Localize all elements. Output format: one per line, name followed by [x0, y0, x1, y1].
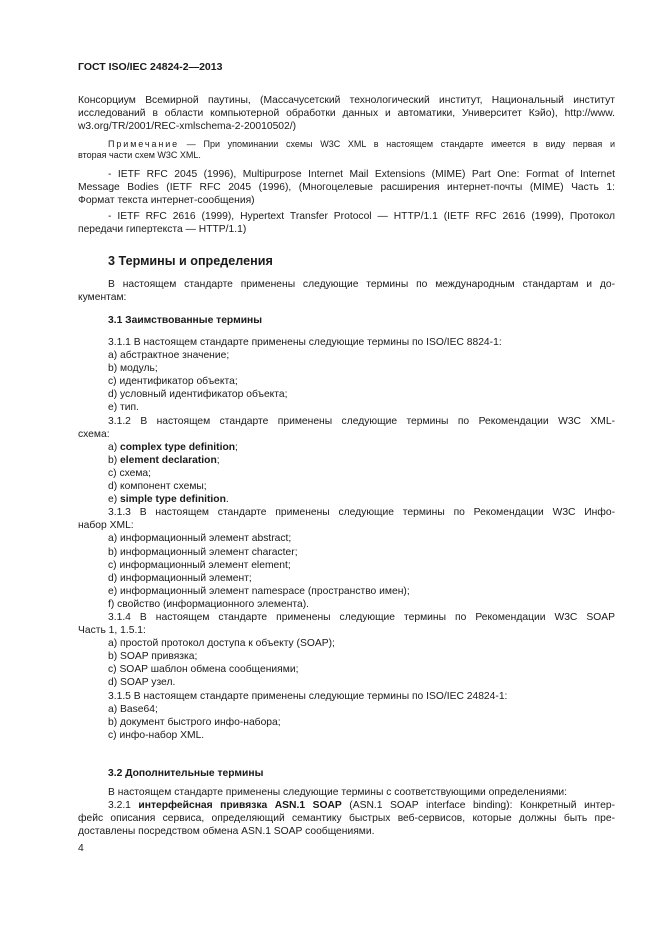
- list-item: a) Base64;: [108, 703, 158, 715]
- clause-3-1-4: 3.1.4 В настоящем стандарте применены следующие термины по Рекомендации W3C SOAP: [108, 611, 615, 623]
- note-text: вторая части схем W3C XML.: [78, 150, 201, 161]
- page-number: 4: [78, 843, 84, 854]
- text-line: схема:: [78, 428, 110, 440]
- text-line: фейс описания сервиса, определяющий семантику быстрых веб-сервисов, которые должны быть пре-: [78, 813, 615, 825]
- reference-w3c-schema: [78, 94, 615, 133]
- text-line: кументам:: [78, 292, 127, 304]
- list-item: c) идентификатор объекта;: [108, 376, 238, 388]
- list-item: e) simple type definition.: [108, 494, 229, 506]
- section-3-intro: [78, 278, 615, 304]
- list-item: c) информационный элемент element;: [108, 559, 291, 571]
- section-3-1-body: [78, 336, 615, 742]
- reference-mime: [78, 168, 615, 207]
- list-item: b) SOAP привязка;: [108, 651, 198, 663]
- text-line: исследований в области компьютерной обработки данных и автоматики, Университет Кэйо), http://www.: [78, 108, 615, 120]
- text-line: - IETF RFC 2616 (1999), Hypertext Transfer Protocol — HTTP/1.1 (IETF RFC 2616 (1999), Протокол: [108, 211, 615, 222]
- clause-3-2-1: 3.2.1 интерфейсная привязка ASN.1 SOAP (ASN.1 SOAP interface binding): Конкретный интер-: [108, 800, 615, 812]
- list-item: b) информационный элемент character;: [108, 546, 298, 558]
- list-item: a) информационный элемент abstract;: [108, 533, 292, 545]
- text-line: Часть 1, 1.5.1:: [78, 625, 146, 637]
- term-bold: simple type definition: [120, 494, 226, 506]
- clause-3-1-2: 3.1.2 В настоящем стандарте применены следующие термины по Рекомендации W3C XML-: [108, 415, 615, 427]
- term-bold: complex type definition: [120, 441, 236, 453]
- list-item: a) complex type definition;: [108, 441, 238, 453]
- list-item: b) модуль;: [108, 363, 158, 375]
- note: [78, 139, 615, 162]
- note-text: — При упоминании схемы W3C XML в настоящем стандарте имеется в виду первая и: [179, 139, 615, 149]
- text-line: передачи гипертекста — HTTP/1.1): [78, 224, 247, 236]
- list-item: a) простой протокол доступа к объекту (SOAP);: [108, 638, 335, 650]
- text-line: доставлены посредством обмена ASN.1 SOAP сообщениями.: [78, 826, 375, 838]
- clause-3-1-1: 3.1.1 В настоящем стандарте применены следующие термины по ISO/IEC 8824-1:: [108, 337, 502, 348]
- list-item: f) свойство (информационного элемента).: [108, 598, 310, 610]
- text-line: - IETF RFC 2045 (1996), Multipurpose Internet Mail Extensions (MIME) Part One: Format of Internet: [108, 169, 615, 180]
- term-bold: element declaration: [120, 454, 217, 466]
- list-item: c) схема;: [108, 467, 152, 479]
- list-item: c) инфо-набор XML.: [108, 729, 205, 741]
- clause-3-1-5: 3.1.5 В настоящем стандарте применены следующие термины по ISO/IEC 24824-1:: [108, 690, 508, 702]
- list-item: b) element declaration;: [108, 454, 220, 466]
- clause-3-1-3: 3.1.3 В настоящем стандарте применены следующие термины по Рекомендации W3C Инфо-: [108, 507, 615, 519]
- list-item: e) информационный элемент namespace (пространство имен);: [108, 585, 410, 597]
- subsection-3-2-heading: 3.2 Дополнительные термины: [108, 768, 264, 779]
- text-line: Формат текста интернет-сообщения): [78, 195, 255, 207]
- list-item: d) SOAP узел.: [108, 677, 176, 689]
- text-line: В настоящем стандарте применены следующие термины с соответствующими определениями:: [108, 787, 568, 798]
- list-item: d) компонент схемы;: [108, 481, 207, 493]
- text-line: Message Bodies (IETF RFC 2045 (1996), (Многоцелевые расширения интернет-почты (MIME) Часть 1:: [78, 182, 615, 194]
- list-item: d) информационный элемент;: [108, 572, 252, 584]
- term-bold: интерфейсная привязка ASN.1 SOAP: [138, 800, 342, 812]
- text-line: набор XML:: [78, 520, 134, 532]
- list-item: a) абстрактное значение;: [108, 350, 230, 362]
- reference-http: [78, 210, 615, 236]
- text-line: В настоящем стандарте применены следующие термины по международным стандартам и до-: [108, 279, 615, 290]
- list-item: d) условный идентификатор объекта;: [108, 389, 288, 401]
- text-line: w3.org/TR/2001/REC-xmlschema-2-20010502/): [78, 121, 297, 133]
- subsection-3-1-heading: 3.1 Заимствованные термины: [108, 315, 263, 326]
- list-item: c) SOAP шаблон обмена сообщениями;: [108, 664, 299, 676]
- list-item: b) документ быстрого инфо-набора;: [108, 716, 281, 728]
- list-item: e) тип.: [108, 402, 139, 414]
- text-line: Консорциум Всемирной паутины, (Массачусетский технологический институт, Национальный институт: [78, 95, 615, 106]
- running-header: ГОСТ ISO/IEC 24824-2—2013: [78, 61, 223, 73]
- section-3-heading: 3 Термины и определения: [108, 254, 273, 268]
- section-3-2-body: [78, 786, 615, 838]
- note-label: Примечание: [108, 139, 180, 149]
